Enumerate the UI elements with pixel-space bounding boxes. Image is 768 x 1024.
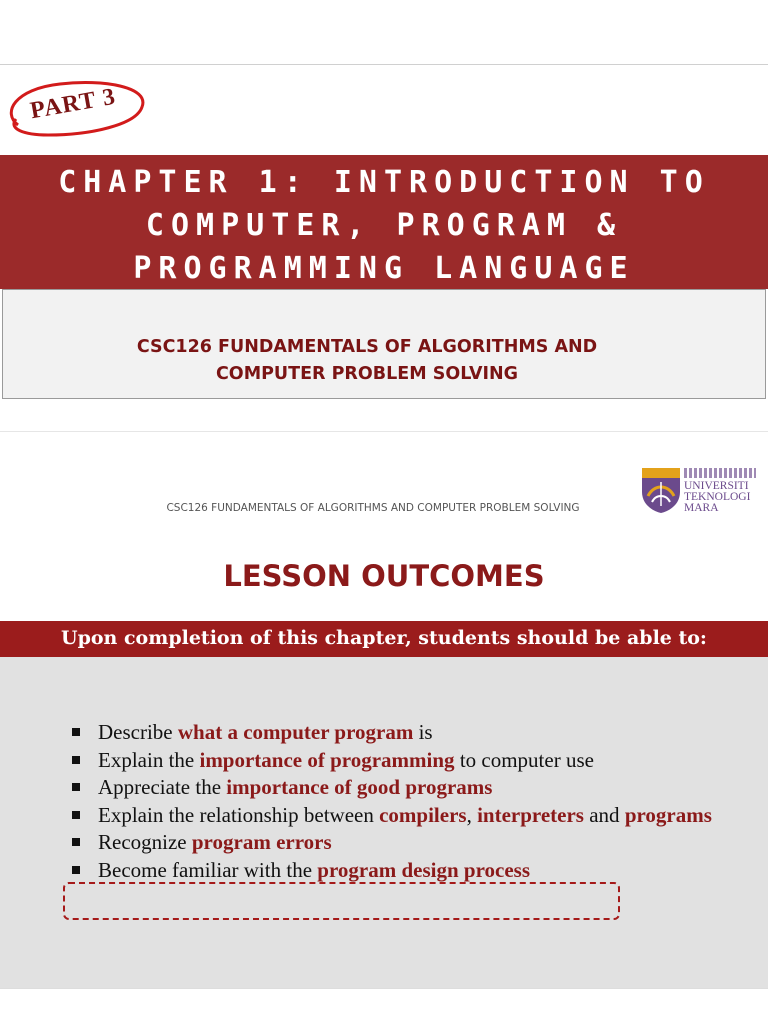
outcome-highlight: what a computer program bbox=[177, 720, 414, 744]
list-item bbox=[70, 829, 750, 857]
outcome-text: Explain the relationship between bbox=[98, 802, 380, 827]
outcome-highlight: importance of programming bbox=[199, 747, 455, 772]
course-subtitle-box bbox=[2, 289, 766, 399]
outcome-text: and bbox=[583, 802, 625, 827]
square-bullet-icon bbox=[72, 838, 80, 846]
course-subtitle bbox=[3, 334, 731, 388]
outcome-text: to computer use bbox=[454, 747, 594, 772]
course-subtitle-line: CSC126 FUNDAMENTALS OF ALGORITHMS AND bbox=[136, 337, 598, 357]
chapter-title-line: CHAPTER 1: INTRODUCTION TO bbox=[58, 165, 710, 200]
logo-text-line: MARA bbox=[684, 502, 719, 514]
uitm-crest-icon bbox=[640, 466, 682, 514]
square-bullet-icon bbox=[72, 811, 80, 819]
chapter-title-line: PROGRAMMING LANGUAGE bbox=[133, 251, 635, 286]
square-bullet-icon bbox=[72, 866, 80, 874]
chapter-title-band bbox=[0, 155, 768, 289]
logo-text-line: UNIVERSITI bbox=[684, 480, 749, 492]
outcome-text: Describe bbox=[98, 720, 178, 744]
course-subtitle-line: COMPUTER PROBLEM SOLVING bbox=[215, 364, 519, 384]
outcomes-list bbox=[70, 719, 750, 884]
outcome-highlight: programs bbox=[624, 802, 712, 827]
outcome-text: is bbox=[413, 720, 433, 744]
lesson-outcomes-title: LESSON OUTCOMES bbox=[223, 559, 545, 593]
highlight-dashed-box bbox=[63, 882, 620, 920]
logo-text-line: TEKNOLOGI bbox=[684, 491, 751, 503]
list-item bbox=[70, 802, 750, 830]
chapter-title-line: COMPUTER, PROGRAM & bbox=[145, 208, 623, 243]
outcome-text: Explain the bbox=[98, 747, 200, 772]
logo-jawi-script bbox=[684, 468, 756, 478]
slide-divider bbox=[0, 431, 768, 432]
course-footer: CSC126 FUNDAMENTALS OF ALGORITHMS AND COMPUTER PROBLEM SOLVING bbox=[166, 502, 580, 514]
part-label: PART 3 bbox=[28, 83, 118, 125]
instruction-band bbox=[0, 621, 768, 657]
list-item bbox=[70, 774, 750, 802]
outcome-highlight: program design process bbox=[317, 857, 530, 882]
outcomes-panel bbox=[0, 657, 768, 988]
outcome-highlight: compilers bbox=[379, 802, 467, 827]
outcome-highlight: errors bbox=[276, 830, 332, 854]
outcome-text: Become familiar with the bbox=[98, 857, 318, 882]
uitm-logo bbox=[640, 466, 768, 518]
instruction-text: Upon completion of this chapter, students should be able to: bbox=[61, 627, 707, 649]
outcome-highlight: program bbox=[191, 830, 271, 854]
outcome-text: Recognize bbox=[98, 830, 192, 854]
outcome-highlight: importance of good programs bbox=[226, 775, 493, 799]
chapter-title bbox=[0, 161, 768, 290]
list-item bbox=[70, 857, 750, 885]
outcome-text: Appreciate the bbox=[98, 775, 227, 799]
square-bullet-icon bbox=[72, 783, 80, 791]
outcome-highlight: interpreters bbox=[477, 802, 584, 827]
outcome-text: , bbox=[466, 802, 478, 827]
square-bullet-icon bbox=[72, 728, 80, 736]
square-bullet-icon bbox=[72, 756, 80, 764]
list-item bbox=[70, 747, 750, 775]
slide-lesson-outcomes bbox=[0, 452, 768, 989]
list-item bbox=[70, 719, 750, 747]
slide-chapter-title bbox=[0, 64, 768, 431]
